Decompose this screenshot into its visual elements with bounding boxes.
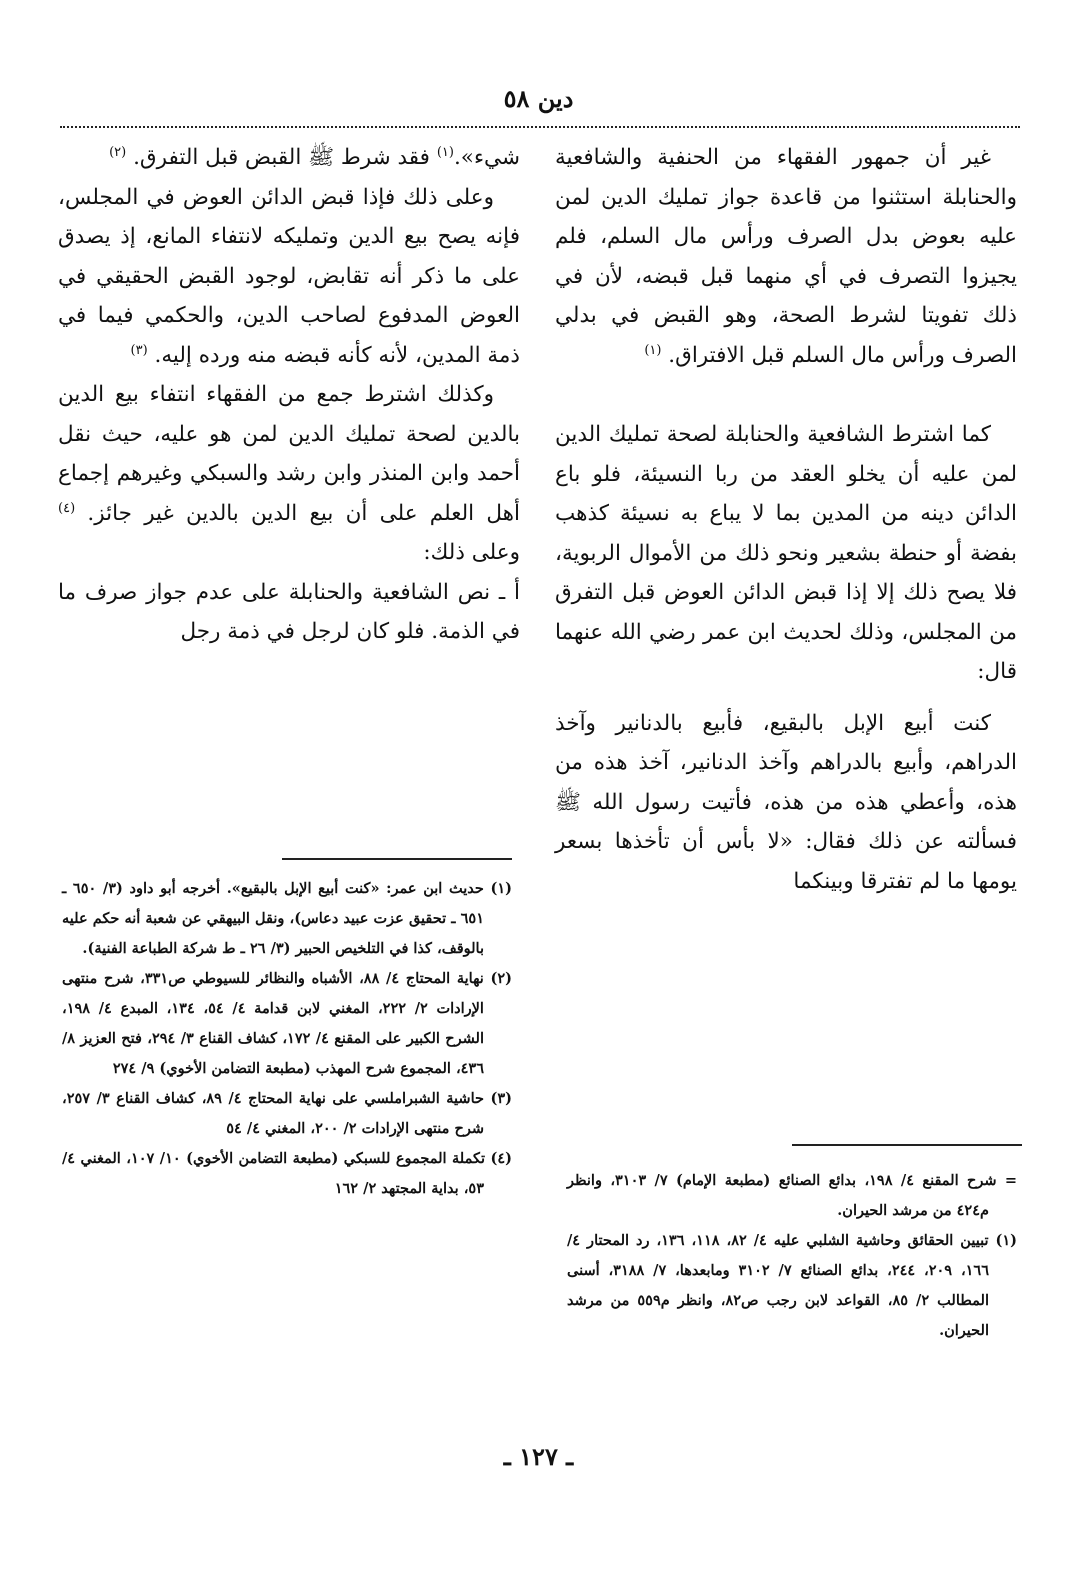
- left-paragraph-1-cont: فقد شرط ﷺ القبض قبل التفرق.: [133, 145, 430, 170]
- footnote-item: (٤) تكملة المجموع للسبكي (مطبعة التضامن الأخوي) ١٠/ ١٠٧، المغني ٤/ ٥٣، بداية المجتهد ٢/ ١٦٢: [62, 1150, 512, 1197]
- footnote-ref: (٤): [58, 500, 76, 516]
- footnotes-left: [62, 874, 512, 1204]
- left-column: [58, 138, 520, 652]
- left-paragraph-3: [58, 375, 520, 573]
- hadith-quote: كنت أبيع الإبل بالبقيع، فأبيع بالدنانير وآخذ الدراهم، وأبيع بالدراهم وآخذ الدنانير، آخذ هذه من هذه، وأعطي هذه من هذه، فأتيت رسول الله ﷺ فسألته عن ذلك فقال: «لا بأس أن تأخذها بسعر يومها ما لم تفترقا وبينكما: [555, 710, 1017, 894]
- right-paragraph-1: [555, 138, 1017, 375]
- footnote-item: (٣) حاشية الشبراملسي على نهاية المحتاج ٤/ ٨٩، كشاف القناع ٣/ ٢٥٧، شرح منتهى الإرادات ٢/ ٢٠٠، المغني ٤/ ٥٤: [62, 1090, 512, 1137]
- footnote-rule-left: [282, 858, 512, 860]
- footnote-ref: (٢): [109, 144, 127, 160]
- footnote-rule-right: [792, 1144, 1022, 1146]
- footnote-item: (١) حديث ابن عمر: «كنت أبيع الإبل بالبقيع». أخرجه أبو داود (٣/ ٦٥٠ ـ ٦٥١ ـ تحقيق عزت عبيد دعاس)، ونقل البيهقي عن شعبة أنه حكم عليه بالوقف، كذا في التلخيص الحبير (٣/ ٢٦ ـ ط شركة الطباعة الفنية).: [62, 880, 512, 957]
- footnote-item: (٢) نهاية المحتاج ٤/ ٨٨، الأشباه والنظائر للسيوطي ص٣٣١، شرح منتهى الإرادات ٢/ ٢٢٢، المغني لابن قدامة ٤/ ٥٤، ١٣٤، المبدع ٤/ ١٩٨، الشرح الكبير على المقنع ٤/ ١٧٢، كشاف القناع ٣/ ٢٩٤، فتح العزيز ٨/ ٤٣٦، المجموع شرح المهذب (مطبعة التضامن الأخوي) ٩/ ٢٧٤: [62, 970, 513, 1077]
- left-paragraph-2: [58, 178, 520, 376]
- left-paragraph-2-text: وعلى ذلك فإذا قبض الدائن العوض في المجلس، فإنه يصح بيع الدين وتمليكه لانتفاء المانع، إذ يصدق على ما ذكر أنه تقابض، لوجود القبض الحقيقي في العوض المدفوع لصاحب الدين، والحكمي فيما في ذمة المدين، لأنه كأنه قبضه منه ورده إليه.: [58, 184, 520, 368]
- footnote-item: = شرح المقنع ٤/ ١٩٨، بدائع الصنائع (مطبعة الإمام) ٧/ ٣١٠٣، وانظر م٤٢٤ من مرشد الحيران.: [567, 1172, 1017, 1219]
- footnote-ref: (١): [644, 342, 662, 358]
- footnote-item: (١) تبيين الحقائق وحاشية الشلبي عليه ٤/ ٨٢، ١١٨، ١٣٦، رد المحتار ٤/ ١٦٦، ٢٠٩، ٢٤٤، بدائع الصنائع ٧/ ٣١٠٢ ومابعدها، ٧/ ٣١٨٨، أسنى المطالب ٢/ ٨٥، القواعد لابن رجب ص٨٢، وانظر م٥٥٩ من مرشد الحيران.: [567, 1232, 1017, 1339]
- left-paragraph-3-tail: وعلى ذلك:: [423, 540, 520, 565]
- right-paragraph-1-text: غير أن جمهور الفقهاء من الحنفية والشافعية والحنابلة استثنوا من قاعدة جواز تمليك الدين لمن عليه بعوض بدل الصرف ورأس مال السلم، فلم يجيزوا التصرف في أي منهما قبل قبضه، لأن في ذلك تفويتا لشرط الصحة، وهو القبض في بدلي الصرف ورأس مال السلم قبل الافتراق.: [555, 145, 1017, 368]
- footnote-ref: (١): [436, 144, 454, 160]
- left-paragraph-4: أ ـ نص الشافعية والحنابلة على عدم جواز صرف ما في الذمة. فلو كان لرجل في ذمة رجل: [58, 579, 520, 644]
- right-paragraph-2: كما اشترط الشافعية والحنابلة لصحة تمليك الدين لمن عليه أن يخلو العقد من ربا النسيئة، فلو باع الدائن دينه من المدين بما لا يباع به نسيئة كذهب بفضة أو حنطة بشعير ونحو ذلك من الأموال الربوية، فلا يصح ذلك إلا إذا قبض الدائن العوض قبل التفرق من المجلس، وذلك لحديث ابن عمر رضي الله عنهما قال:: [555, 422, 1017, 684]
- left-paragraph-1: [58, 138, 520, 178]
- left-paragraph-1-text: شيء».: [453, 145, 520, 170]
- page-number: ـ ١٢٧ ـ: [503, 1442, 574, 1471]
- footnote-ref: (٣): [130, 342, 148, 358]
- running-head: دين ٥٨: [503, 84, 574, 113]
- footnotes-right: [567, 1166, 1017, 1346]
- left-paragraph-3-text: وكذلك اشترط جمع من الفقهاء انتفاء بيع الدين بالدين لصحة تمليك الدين لمن هو عليه، حيث نقل أحمد وابن المنذر وابن رشد والسبكي وغيرهم إجماع أهل العلم على أن بيع الدين بالدين غير جائز.: [58, 382, 520, 526]
- header-dotted-rule: [60, 126, 1020, 128]
- right-column: [555, 138, 1017, 901]
